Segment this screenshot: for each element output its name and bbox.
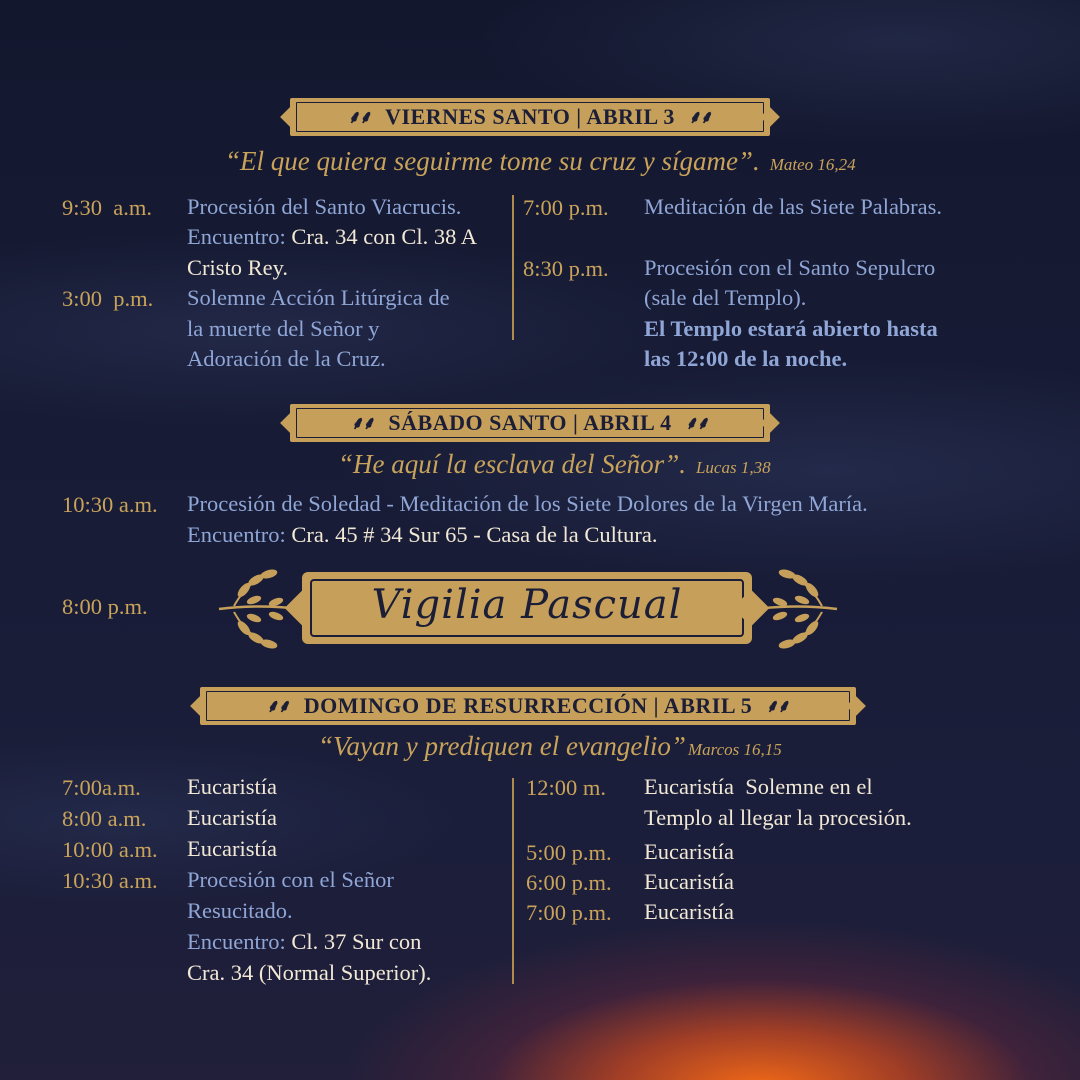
sabado-time-1030: 10:30 a.m. [62,492,158,517]
viernes-siete-palabras: Meditación de las Siete Palabras. [644,194,943,219]
viernes-cristo-rey: Cristo Rey. [187,255,289,280]
viernes-santo-sepulcro-1: Procesión con el Santo Sepulcro [644,255,936,280]
domingo-time-600pm: 6:00 p.m. [526,870,612,895]
domingo-normal-superior: Cra. 34 (Normal Superior). [187,960,432,985]
domingo-time-700pm: 7:00 p.m. [526,900,612,925]
vigilia-title: Vigilia Pascual [371,582,683,628]
viernes-templo-abierto-1: El Templo estará abierto hasta [644,316,938,341]
domingo-time-500pm: 5:00 p.m. [526,840,612,865]
leaf-ornament-icon: ⸙⸙ [688,107,712,127]
sabado-banner-text: SÁBADO SANTO | ABRIL 4 [388,410,672,435]
viernes-santo-sepulcro-2: (sale del Templo). [644,285,807,310]
domingo-quote [318,731,782,762]
viernes-banner-text: VIERNES SANTO | ABRIL 3 [385,104,675,129]
sabado-quote [338,449,771,480]
encuentro-value: Cl. 37 Sur con [285,929,422,954]
viernes-quote [225,146,856,177]
leaf-ornament-icon: ⸙⸙ [766,696,790,716]
leaf-ornament-icon: ⸙⸙ [348,107,372,127]
viernes-quote-ref: Mateo 16,24 [769,155,856,174]
domingo-column-divider [512,778,514,984]
domingo-time-1200m: 12:00 m. [526,775,607,800]
domingo-time-800am: 8:00 a.m. [62,806,147,831]
domingo-time-700am: 7:00a.m. [62,775,141,800]
domingo-resurreccion-banner [200,687,856,725]
vigilia-pascual-banner [302,572,752,644]
domingo-eucaristia-solemne-2: Templo al llegar la procesión. [644,805,912,830]
domingo-quote-ref: Marcos 16,15 [687,740,782,759]
encuentro-value: Cra. 34 con Cl. 38 A [285,224,477,249]
viernes-santo-banner [290,98,770,136]
domingo-banner-text: DOMINGO DE RESURRECCIÓN | ABRIL 5 [303,693,753,718]
viernes-time-930: 9:30 a.m. [62,195,152,220]
domingo-eucaristia-700am: Eucaristía [187,774,277,799]
viernes-column-divider [512,195,514,340]
encuentro-value: Cra. 45 # 34 Sur 65 - Casa de la Cultura. [285,522,658,547]
leaf-ornament-icon: ⸙⸙ [351,413,375,433]
viernes-accion-liturgica-1: Solemne Acción Litúrgica de [187,285,450,310]
domingo-eucaristia-1000am: Eucaristía [187,836,277,861]
viernes-time-700: 7:00 p.m. [523,195,609,220]
leaf-ornament-icon: ⸙⸙ [266,696,290,716]
sabado-procesion-soledad: Procesión de Soledad - Meditación de los Siete Dolores de la Virgen María. [187,491,868,516]
sabado-santo-banner [290,404,770,442]
domingo-encuentro [187,927,421,958]
viernes-time-830: 8:30 p.m. [523,256,609,281]
domingo-eucaristia-solemne-1: Eucaristía Solemne en el [644,774,873,799]
domingo-procesion-senor: Procesión con el Señor [187,867,394,892]
viernes-quote-text: “El que quiera seguirme tome su cruz y sígame”. [225,146,760,176]
domingo-time-1030am: 10:30 a.m. [62,868,158,893]
viernes-time-300: 3:00 p.m. [62,286,154,311]
domingo-resucitado: Resucitado. [187,898,293,923]
encuentro-label: Encuentro: [187,929,286,954]
domingo-eucaristia-600pm: Eucaristía [644,869,734,894]
domingo-eucaristia-700pm: Eucaristía [644,899,734,924]
viernes-accion-liturgica-3: Adoración de la Cruz. [187,346,386,371]
sabado-quote-text: “He aquí la esclava del Señor”. [338,449,686,479]
domingo-eucaristia-500pm: Eucaristía [644,839,734,864]
viernes-accion-liturgica-2: la muerte del Señor y [187,316,380,341]
viernes-encuentro [187,222,477,253]
viernes-viacrucis-text: Procesión del Santo Viacrucis. [187,194,462,219]
encuentro-label: Encuentro: [187,224,286,249]
domingo-time-1000am: 10:00 a.m. [62,837,158,862]
domingo-quote-text: “Vayan y prediquen el evangelio” [318,731,686,761]
vigilia-time: 8:00 p.m. [62,594,148,619]
viernes-templo-abierto-2: las 12:00 de la noche. [644,346,848,371]
sabado-quote-ref: Lucas 1,38 [695,458,771,477]
domingo-eucaristia-800am: Eucaristía [187,805,277,830]
leaf-ornament-icon: ⸙⸙ [685,413,709,433]
right-olive-branch-icon [752,564,842,654]
sabado-encuentro [187,520,658,551]
encuentro-label: Encuentro: [187,522,286,547]
